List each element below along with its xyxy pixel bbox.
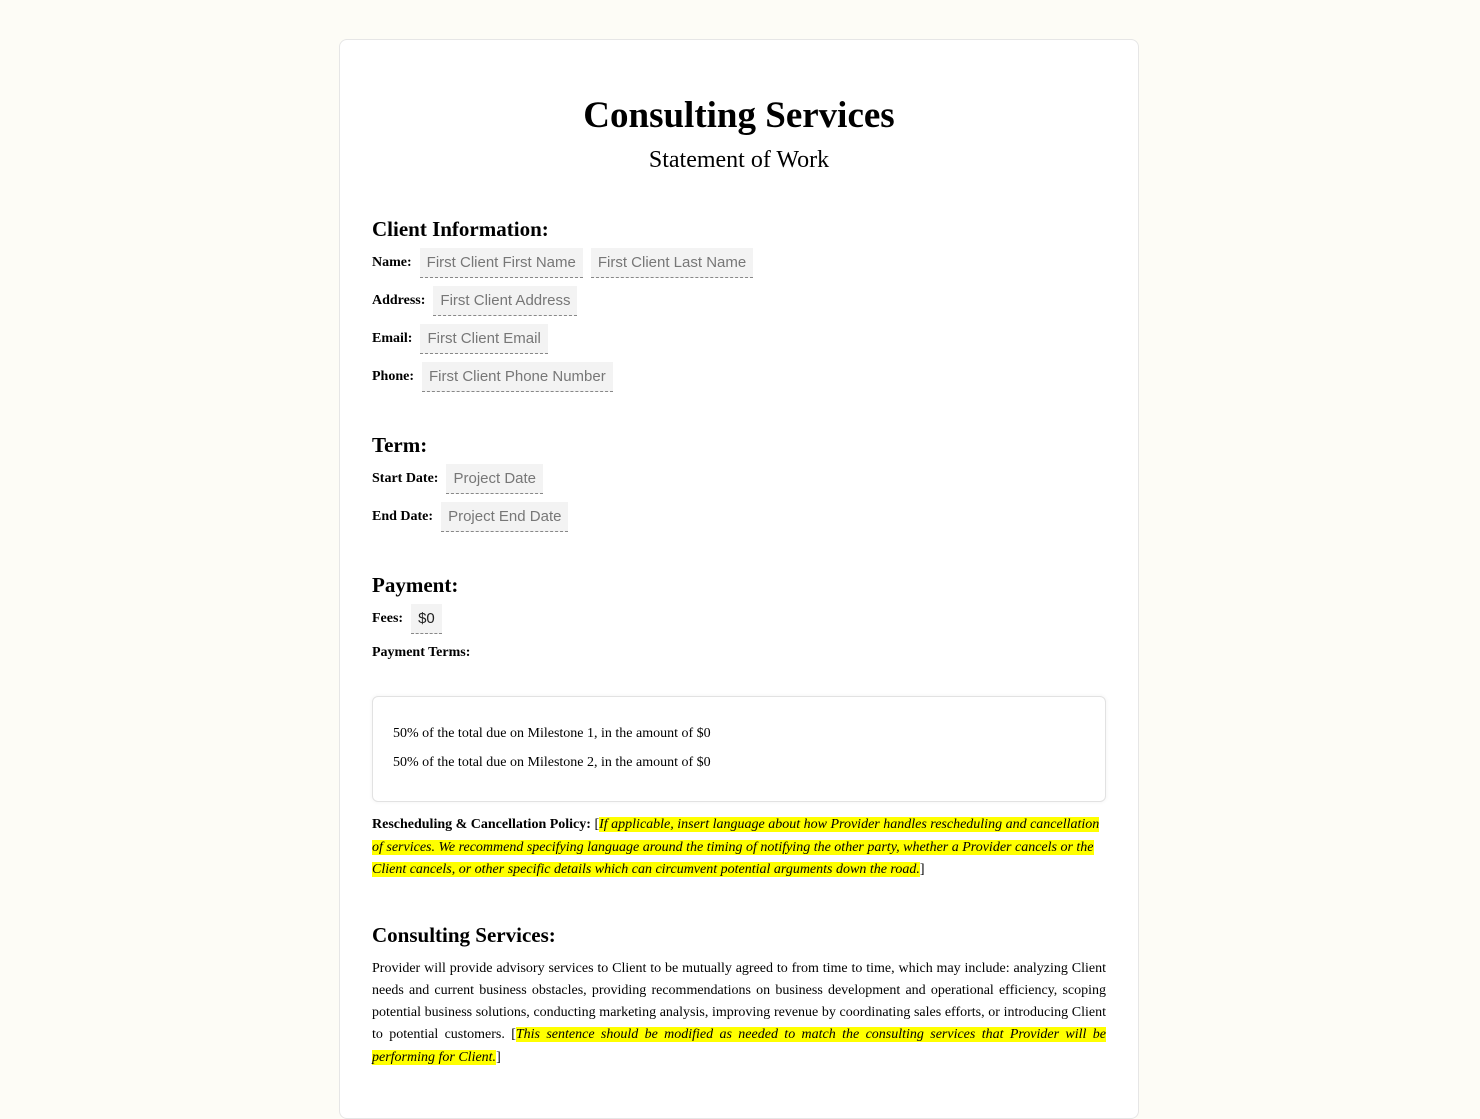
payment-terms-label: Payment Terms:: [372, 645, 471, 660]
start-date-field[interactable]: Project Date: [446, 464, 543, 494]
address-label: Address:: [372, 293, 426, 308]
email-label: Email:: [372, 331, 413, 346]
consulting-services-body: [372, 958, 1106, 1069]
term-heading: Term:: [372, 433, 428, 457]
policy-placeholder-text[interactable]: If applicable, insert language about how Provider handles rescheduling and cancellation of services. We recommend specifying language around the timing of notifying the other party, whether a Provider cancels or the Client cancels, or other specific details which can circumvent potential arguments down the road.: [372, 817, 1100, 877]
name-label: Name:: [372, 255, 412, 270]
client-email-row: [372, 324, 1106, 354]
payment-terms-box: [372, 696, 1106, 802]
client-first-name-field[interactable]: First Client First Name: [420, 248, 583, 278]
start-date-row: [372, 464, 1106, 494]
fees-field[interactable]: $0: [411, 604, 442, 634]
fees-row: [372, 604, 1106, 634]
client-address-field[interactable]: First Client Address: [433, 286, 577, 316]
start-date-label: Start Date:: [372, 471, 439, 486]
client-email-field[interactable]: First Client Email: [420, 324, 547, 354]
payment-heading: Payment:: [372, 573, 459, 597]
client-address-row: [372, 286, 1106, 316]
consulting-note-text[interactable]: This sentence should be modified as needed to match the consulting services that Provider will be performing for Client.: [372, 1027, 1107, 1065]
policy-label: Rescheduling & Cancellation Policy:: [372, 817, 591, 832]
end-date-label: End Date:: [372, 509, 434, 524]
end-date-field[interactable]: Project End Date: [441, 502, 568, 532]
cancellation-policy: [372, 814, 1106, 882]
payment-term-item: 50% of the total due on Milestone 2, in the amount of $0: [393, 755, 711, 770]
client-last-name-field[interactable]: First Client Last Name: [591, 248, 753, 278]
consulting-services-heading: Consulting Services:: [372, 922, 556, 947]
client-phone-field[interactable]: First Client Phone Number: [422, 362, 613, 392]
policy-open-bracket: [: [590, 817, 600, 832]
phone-label: Phone:: [372, 369, 414, 384]
end-date-row: [372, 502, 1106, 532]
client-phone-row: [372, 362, 1106, 392]
page-title: Consulting Services: [583, 95, 895, 136]
page-subtitle: Statement of Work: [648, 147, 830, 173]
fees-label: Fees:: [372, 611, 404, 626]
document-page: [339, 39, 1139, 1119]
consulting-note-close: ]: [496, 1049, 501, 1065]
payment-term-item: 50% of the total due on Milestone 1, in the amount of $0: [393, 726, 711, 741]
policy-close-bracket: ]: [919, 862, 925, 877]
consulting-body-text: Provider will provide advisory services to Client to be mutually agreed to from time to time, which may include: analyzing Client needs and current business obstacles, providing recommendations on business development and operational efficiency, scoping potential business solutions, conducting marketing analysis, improving revenue by coordinating sales efforts, or introducing Client to potential customers. [: [372, 960, 1106, 1043]
client-info-heading: Client Information:: [372, 217, 549, 241]
client-name-row: [372, 248, 1106, 278]
